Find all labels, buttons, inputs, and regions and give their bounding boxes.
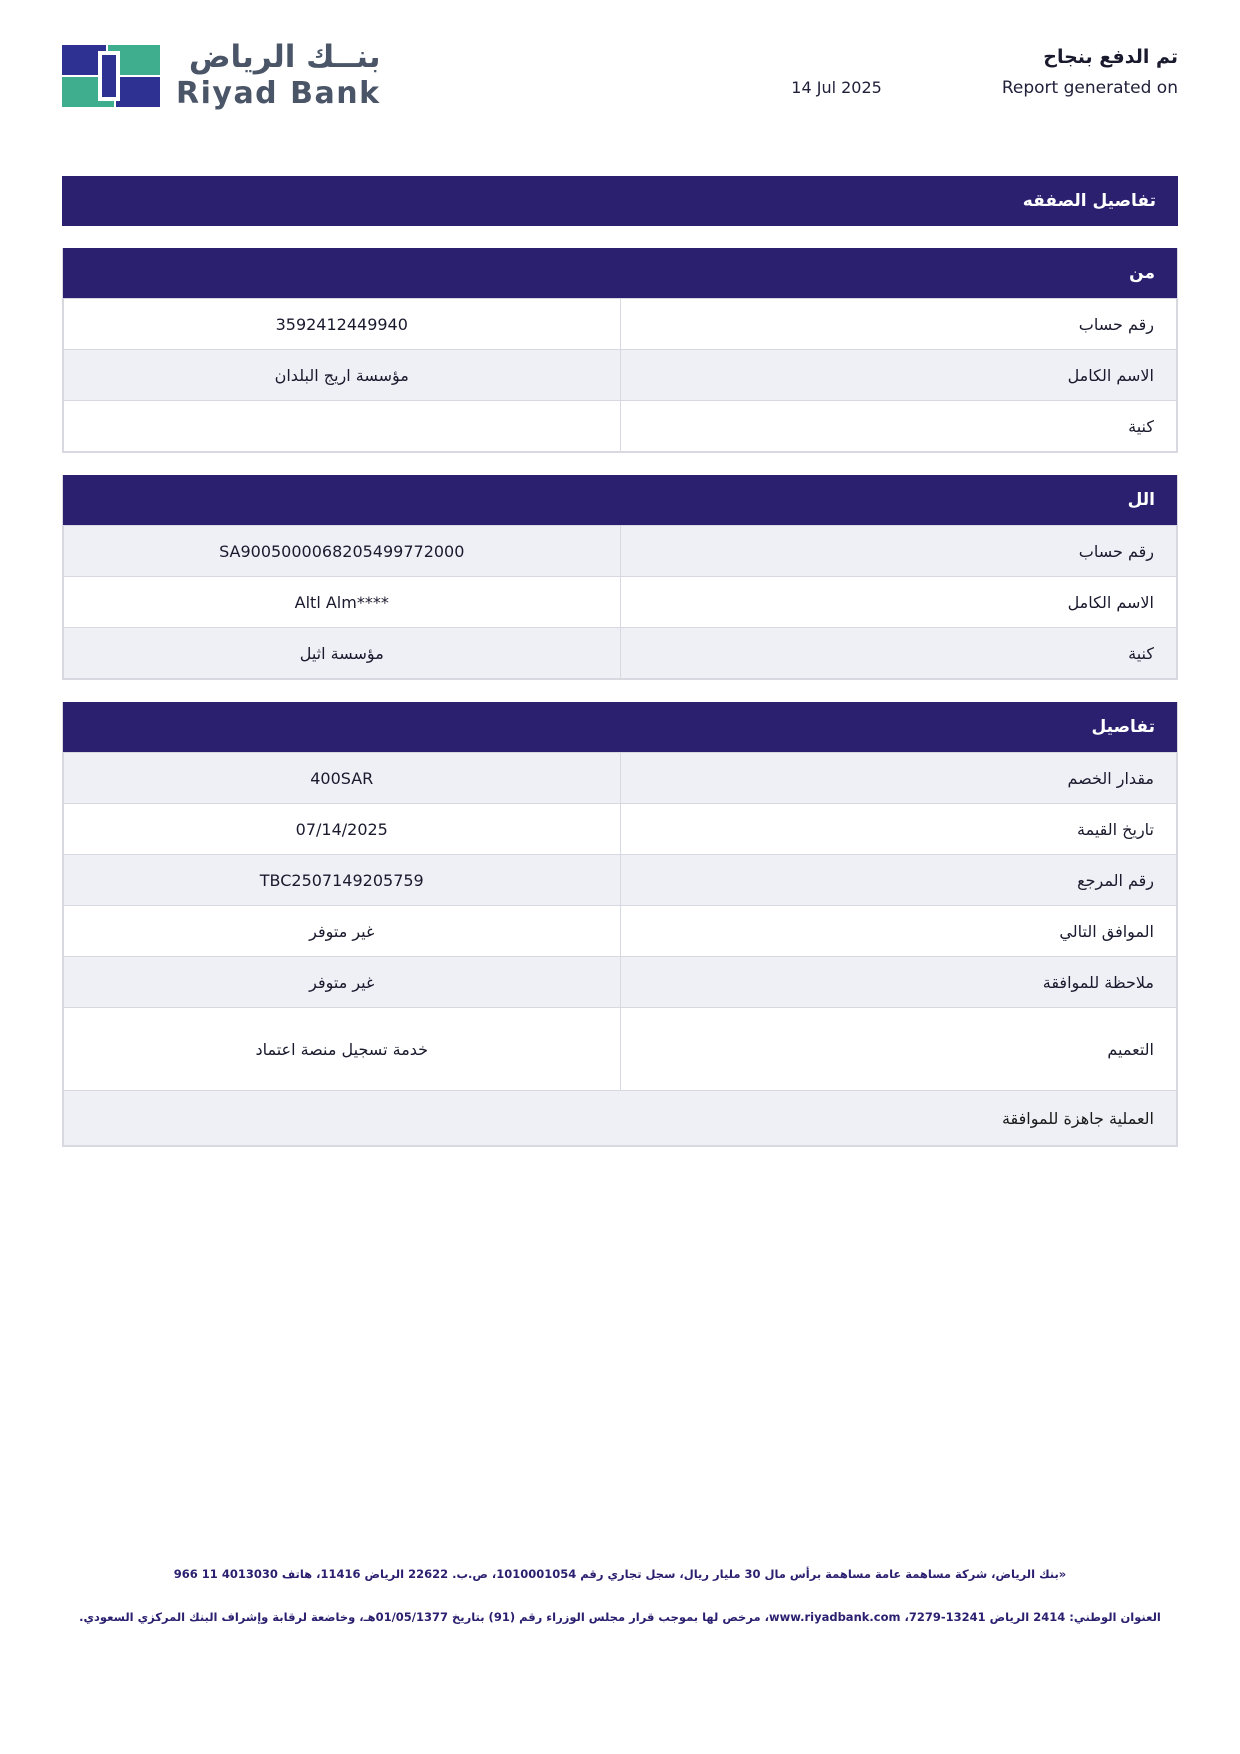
to-full-name-value: Altl Alm**** <box>64 577 621 628</box>
operation-status-row: العملية جاهزة للموافقة <box>64 1091 1177 1146</box>
approval-note-label: ملاحظة للموافقة <box>620 957 1177 1008</box>
bank-name-english: Riyad Bank <box>176 76 381 111</box>
table-row <box>64 957 1177 1008</box>
generated-date: 14 Jul 2025 <box>791 78 882 97</box>
details-table <box>63 752 1177 1146</box>
from-account-number-value: 3592412449940 <box>64 299 621 350</box>
table-row <box>64 1008 1177 1091</box>
riyad-bank-logo <box>62 40 381 109</box>
header-text-block <box>791 40 1178 98</box>
table-row <box>64 1091 1177 1146</box>
table-row <box>64 906 1177 957</box>
from-nickname-label: كنية <box>620 401 1177 452</box>
from-account-number-label: رقم حساب <box>620 299 1177 350</box>
to-nickname-value: مؤسسة اثيل <box>64 628 621 679</box>
next-approver-value: غير متوفر <box>64 906 621 957</box>
from-full-name-label: الاسم الكامل <box>620 350 1177 401</box>
to-account-number-value: SA9005000068205499772000 <box>64 526 621 577</box>
bank-logo-mark-icon <box>62 45 160 107</box>
generated-label: Report generated on <box>1001 78 1178 98</box>
to-full-name-label: الاسم الكامل <box>620 577 1177 628</box>
narrative-label: التعميم <box>620 1008 1177 1091</box>
footer-line-2: العنوان الوطني: 2414 الرياض 13241-7279، www.riyadbank.com، مرخص لها بموجب قرار مجلس الوزراء رقم (91) بتاريخ 01/05/1377هـ، وخاضعة لرقابة وإشراف البنك المركزي السعودي. <box>79 1609 1161 1624</box>
from-section <box>62 248 1178 453</box>
table-row <box>64 753 1177 804</box>
table-row <box>64 855 1177 906</box>
table-row <box>64 526 1177 577</box>
table-row <box>64 299 1177 350</box>
from-nickname-value <box>64 401 621 452</box>
debit-amount-value: 400SAR <box>64 753 621 804</box>
value-date-value: 07/14/2025 <box>64 804 621 855</box>
approval-note-value: غير متوفر <box>64 957 621 1008</box>
from-table <box>63 298 1177 452</box>
deal-details-band: تفاصيل الصفقه <box>62 176 1178 226</box>
from-band: من <box>63 248 1177 298</box>
generated-on-row <box>791 78 1178 98</box>
reference-number-label: رقم المرجع <box>620 855 1177 906</box>
bank-logo-text <box>176 39 381 111</box>
to-table <box>63 525 1177 679</box>
next-approver-label: الموافق التالي <box>620 906 1177 957</box>
document-header <box>62 0 1178 120</box>
debit-amount-label: مقدار الخصم <box>620 753 1177 804</box>
reference-number-value: TBC2507149205759 <box>64 855 621 906</box>
to-nickname-label: كنية <box>620 628 1177 679</box>
footer-line-1: «بنك الرياض، شركة مساهمة عامة مساهمة برأس مال 30 مليار ريال، سجل تجاري رقم 1010001054، ص.ب. 22622 الرياض 11416، هاتف 4013030 11 966 <box>173 1566 1067 1581</box>
to-account-number-label: رقم حساب <box>620 526 1177 577</box>
details-band: تفاصيل <box>63 702 1177 752</box>
to-band: الل <box>63 475 1177 525</box>
from-full-name-value: مؤسسة اريج البلدان <box>64 350 621 401</box>
table-row <box>64 401 1177 452</box>
bank-name-arabic: بنــك الرياض <box>188 39 381 75</box>
details-section <box>62 702 1178 1147</box>
table-row <box>64 577 1177 628</box>
table-row <box>64 804 1177 855</box>
value-date-label: تاريخ القيمة <box>620 804 1177 855</box>
narrative-value: خدمة تسجيل منصة اعتماد <box>64 1008 621 1091</box>
document-footer <box>62 1566 1178 1627</box>
to-section <box>62 475 1178 680</box>
payment-status-title: تم الدفع بنجاح <box>1043 46 1178 68</box>
table-row <box>64 350 1177 401</box>
table-row <box>64 628 1177 679</box>
